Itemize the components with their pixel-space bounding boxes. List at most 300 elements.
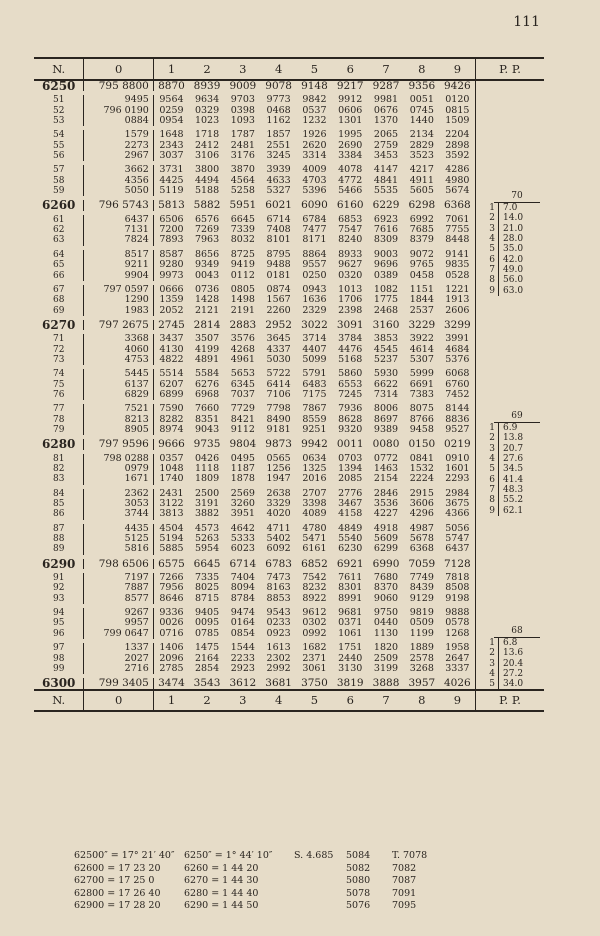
cell-3: 4564 (230, 175, 255, 186)
cell-3: 7404 (230, 573, 255, 584)
conversion-b: 6280 = 1 44 40 (184, 887, 259, 899)
cell-7: 9696 (373, 260, 399, 271)
cell-5: 6483 (302, 379, 327, 390)
pp-row (476, 638, 544, 648)
cell-2: 4494 (194, 175, 220, 186)
pp-row (476, 648, 544, 658)
cell-7: 7680 (373, 573, 399, 584)
cell-6: 9912 (338, 95, 363, 106)
cell-3: 2191 (230, 305, 255, 316)
cell-5: 5099 (302, 354, 327, 365)
cell-1: 2431 (153, 489, 189, 499)
header-col-2: 2 (189, 58, 225, 80)
cell-4: 7106 (266, 389, 291, 400)
cell-9: 9426 (444, 80, 471, 92)
cell-3: 2923 (230, 663, 255, 674)
cell-0: 5125 (84, 534, 153, 544)
table-row (34, 355, 544, 365)
pp-row (476, 433, 544, 443)
cell-6: 4476 (338, 344, 363, 355)
table-row (34, 608, 544, 618)
row-n: 6260 (42, 200, 76, 211)
cell-9: 8508 (445, 583, 470, 594)
cell-3: 3260 (230, 499, 255, 510)
cell-7: 0772 (373, 453, 399, 464)
cell-3: 2233 (230, 653, 255, 664)
cell-4: 2638 (266, 488, 291, 499)
table-row (34, 474, 544, 484)
cell-2: 8025 (194, 583, 220, 594)
cell-7: 2509 (373, 653, 399, 664)
cell-3: 4642 (230, 523, 255, 534)
cell-8: 1889 (409, 643, 434, 654)
pp-digit: 5 (489, 244, 496, 255)
cell-8: 0150 (408, 439, 436, 450)
cell-6: 7547 (338, 225, 363, 236)
row-n: 84 (52, 488, 65, 499)
row-n: 75 (52, 379, 65, 390)
cell-1: 6207 (153, 380, 189, 390)
cell-0: 4753 (84, 355, 153, 365)
cell-5: 1325 (302, 464, 327, 474)
cell-3: 3612 (229, 678, 257, 690)
cell-2: 0785 (194, 628, 220, 639)
header-n: N. (34, 690, 84, 711)
cell-2: 3507 (194, 334, 220, 345)
cell-0: 7521 (84, 404, 153, 414)
row-n: 52 (52, 105, 65, 116)
cell-3: 9804 (229, 439, 257, 450)
cell-8: 6298 (408, 200, 436, 211)
cell-6: 6230 (338, 544, 363, 555)
cell-6: 9320 (338, 424, 363, 435)
cell-7: 1775 (373, 295, 399, 306)
cell-5: 8232 (302, 583, 327, 594)
cell-9: 6760 (445, 379, 470, 390)
table-row (34, 80, 544, 91)
pp-digit: 8 (489, 495, 496, 506)
cell-9: 9141 (445, 249, 470, 260)
conversion-c (294, 888, 346, 901)
cell-4: 2260 (266, 305, 291, 316)
cell-2: 3882 (194, 509, 220, 520)
cell-6: 1301 (338, 116, 363, 127)
cell-6: 8301 (338, 583, 363, 594)
cell-2: 3800 (194, 165, 220, 176)
cell-4: 6783 (265, 558, 292, 570)
cell-7: 2065 (373, 130, 399, 141)
cell-0: 1671 (84, 474, 153, 484)
cell-4: 0923 (266, 628, 291, 639)
cell-8: 2134 (409, 130, 434, 141)
cell-6: 1061 (338, 628, 363, 639)
cell-7: 9389 (373, 424, 399, 435)
cell-9: 9888 (445, 608, 470, 619)
header-col-5: 5 (297, 690, 333, 711)
cell-2: 1809 (194, 474, 220, 485)
cell-8: 7685 (409, 225, 434, 236)
pp-digit: 9 (489, 505, 496, 516)
pp-digit: 9 (489, 285, 496, 296)
cell-8: 0841 (409, 453, 434, 464)
cell-1: 8870 (153, 80, 189, 91)
cell-5: 9842 (302, 95, 327, 106)
cell-4: 8490 (266, 414, 291, 425)
cell-8: 8439 (409, 583, 434, 594)
cell-5: 6784 (302, 214, 327, 225)
cell-5: 1636 (302, 295, 327, 306)
cell-1: 3813 (153, 509, 189, 519)
cell-5: 4009 (302, 165, 327, 176)
cell-9: 3592 (445, 151, 470, 162)
cell-4: 1256 (266, 464, 291, 474)
cell-3: 9474 (230, 608, 255, 619)
table-row (34, 643, 544, 653)
cell-4: 1947 (266, 474, 291, 485)
cell-3: 8421 (230, 414, 255, 425)
cell-5: 0943 (302, 284, 327, 295)
cell-3: 0164 (230, 618, 255, 629)
cell-5: 1232 (302, 116, 327, 127)
cell-1: 9336 (153, 608, 189, 618)
cell-8: 0745 (409, 105, 434, 116)
cell-9: 5376 (445, 354, 470, 365)
cell-8: 4987 (409, 523, 434, 534)
table-row (34, 176, 544, 186)
cell-1: 9666 (153, 439, 189, 449)
cell-0: 0884 (84, 116, 153, 126)
cell-7: 5609 (373, 534, 399, 545)
cell-1: 2785 (153, 664, 189, 674)
cell-8: 0051 (409, 95, 434, 106)
cell-2: 9043 (194, 424, 220, 435)
cell-8: 7383 (409, 389, 434, 400)
cell-6: 0011 (336, 439, 364, 450)
table-row (34, 200, 544, 210)
table-row (34, 334, 544, 344)
cell-4: 0181 (266, 270, 291, 281)
cell-4: 9543 (266, 608, 291, 619)
cell-9: 0528 (445, 270, 470, 281)
cell-3: 7729 (230, 404, 255, 415)
cell-4: 9773 (266, 95, 291, 106)
cell-5: 9612 (302, 608, 327, 619)
conversion-line (74, 900, 554, 913)
cell-9: 2984 (445, 488, 470, 499)
cell-9: 8144 (445, 404, 470, 415)
pp-digit: 1 (489, 423, 496, 433)
cell-8: 1844 (409, 295, 434, 306)
cell-3: 1498 (230, 295, 255, 306)
cell-4: 2302 (266, 653, 291, 664)
table-row (34, 271, 544, 281)
cell-2: 2164 (194, 653, 220, 664)
cell-3: 9703 (230, 95, 255, 106)
cell-7: 1082 (373, 284, 399, 295)
pp-head: 68 (494, 626, 540, 638)
cell-0: 7887 (84, 583, 153, 593)
cell-8: 2224 (409, 474, 434, 485)
header-col-3: 3 (225, 58, 261, 80)
cell-1: 5813 (153, 200, 189, 210)
cell-8: 1440 (409, 116, 434, 127)
row-n: 59 (52, 186, 65, 197)
cell-7: 3536 (373, 499, 399, 510)
cell-9: 1509 (445, 116, 470, 127)
cell-0: 8517 (84, 250, 153, 260)
cell-6: 8933 (338, 249, 363, 260)
row-n: 88 (52, 534, 65, 545)
cell-6: 7245 (338, 389, 363, 400)
row-n: 76 (52, 389, 65, 400)
pp-row (476, 234, 544, 244)
cell-1: 1359 (153, 295, 189, 305)
cell-0: 9957 (84, 618, 153, 628)
cell-5: 2371 (302, 653, 327, 664)
cell-5: 3398 (302, 499, 327, 510)
conversion-a: 62500″ = 17° 21′ 40″ (74, 850, 175, 861)
pp-value: 21.0 (498, 224, 523, 234)
cell-6: 5168 (338, 354, 363, 365)
row-n: 6270 (42, 319, 76, 331)
cell-4: 7473 (266, 573, 291, 584)
cell-8: 8379 (409, 235, 434, 246)
cell-8: 3606 (409, 499, 434, 510)
cell-2: 1718 (194, 130, 220, 141)
cell-6: 0371 (338, 618, 363, 629)
cell-9: 7755 (445, 225, 470, 236)
cell-2: 9405 (194, 608, 220, 619)
cell-2: 6968 (194, 389, 220, 400)
pp-head: 69 (494, 411, 540, 423)
cell-0: 9495 (84, 95, 153, 105)
cell-0: 3662 (84, 165, 153, 175)
pp-digit: 4 (489, 234, 496, 245)
cell-0: 2716 (84, 664, 153, 674)
cell-9: 4026 (444, 678, 471, 690)
cell-9: 0578 (445, 618, 470, 629)
cell-1: 7266 (153, 573, 189, 583)
cell-2: 4891 (194, 354, 220, 365)
cell-5: 4780 (302, 523, 327, 534)
cell-5: 7175 (302, 389, 327, 400)
row-n: 53 (52, 116, 65, 127)
cell-3: 9419 (230, 260, 255, 271)
header-col-4: 4 (261, 690, 297, 711)
cell-3: 8725 (230, 249, 255, 260)
cell-1: 0954 (153, 116, 189, 126)
header-col-1: 1 (153, 690, 189, 711)
cell-0: 3744 (84, 509, 153, 519)
cell-7: 2154 (373, 474, 399, 485)
cell-3: 1187 (230, 464, 255, 474)
table-row (34, 95, 544, 105)
cell-4: 8163 (266, 583, 291, 594)
cell-5: 7477 (302, 225, 327, 236)
row-n: 51 (52, 95, 65, 106)
cell-7: 6622 (373, 379, 399, 390)
cell-3: 1093 (230, 116, 255, 127)
cell-4: 5030 (266, 354, 291, 365)
cell-3: 3576 (230, 334, 255, 345)
conversion-c: S. 4.685 (294, 850, 334, 861)
cell-6: 3467 (338, 499, 363, 510)
pp-value: 27.6 (498, 454, 523, 464)
cell-6: 5540 (338, 534, 363, 545)
cell-2: 4199 (194, 344, 220, 355)
cell-0: 798 6506 (84, 559, 153, 569)
cell-7: 3853 (373, 334, 399, 345)
cell-7: 9287 (372, 80, 400, 92)
row-n: 95 (52, 618, 65, 629)
row-n: 96 (52, 628, 65, 639)
cell-7: 7314 (373, 389, 399, 400)
cell-6: 1751 (338, 643, 363, 654)
conversion-a: 62900 = 17 28 20 (74, 900, 161, 911)
cell-0: 5816 (84, 544, 153, 554)
cell-2: 5188 (194, 186, 220, 197)
cell-9: 5747 (445, 534, 470, 545)
cell-1: 0716 (153, 629, 189, 639)
conversion-d: 5076 (346, 900, 371, 911)
cell-8: 2537 (409, 305, 434, 316)
cell-6: 9681 (338, 608, 363, 619)
cell-3: 5258 (230, 186, 255, 197)
cell-0: 3053 (84, 499, 153, 509)
cell-7: 4545 (373, 344, 399, 355)
cell-6: 3819 (336, 678, 364, 690)
pp-value: 13.8 (498, 433, 523, 443)
cell-9: 4286 (445, 165, 470, 176)
page-number: 111 (513, 14, 540, 30)
pp-row (476, 224, 544, 234)
cell-8: 3523 (409, 151, 434, 162)
cell-0: 8577 (84, 594, 153, 604)
table-row (34, 141, 544, 151)
cell-0: 8905 (84, 425, 153, 435)
cell-9: 3675 (445, 499, 470, 510)
pp-row (476, 506, 544, 516)
conversion-e: 7082 (392, 862, 417, 874)
table-row (34, 454, 544, 464)
cell-8: 3229 (408, 319, 436, 331)
cell-2: 1475 (194, 643, 220, 654)
row-n: 63 (52, 235, 65, 246)
cell-6: 2398 (338, 305, 363, 316)
cell-3: 6645 (230, 214, 255, 225)
cell-0: 799 0647 (84, 629, 153, 639)
cell-7: 8697 (373, 414, 399, 425)
cell-0: 2273 (84, 141, 153, 151)
cell-7: 6229 (372, 200, 400, 211)
cell-0: 7131 (84, 225, 153, 235)
pp-table (476, 626, 544, 690)
conversion-c (294, 863, 346, 876)
cell-7: 7616 (373, 225, 399, 236)
pp-digit: 5 (489, 464, 496, 475)
cell-1: 1406 (153, 643, 189, 653)
cell-3: 3176 (230, 151, 255, 162)
cell-9: 3337 (445, 663, 470, 674)
cell-2: 3191 (194, 499, 220, 510)
cell-7: 6923 (373, 214, 399, 225)
cell-6: 4078 (338, 165, 363, 176)
table-row (34, 524, 544, 534)
cell-1: 7956 (153, 583, 189, 593)
cell-2: 1023 (194, 116, 220, 127)
pp-row (476, 265, 544, 275)
cell-2: 0736 (194, 284, 220, 295)
cell-4: 7798 (266, 404, 291, 415)
table-row (34, 380, 544, 390)
header-n: N. (34, 58, 84, 80)
cell-6: 8240 (338, 235, 363, 246)
cell-3: 2883 (229, 319, 257, 331)
cell-5: 4089 (302, 509, 327, 520)
cell-6: 6921 (336, 558, 364, 570)
cell-2: 8939 (193, 80, 221, 92)
header-col-0: 0 (84, 690, 153, 711)
header-col-8: 8 (404, 58, 440, 80)
cell-2: 8351 (194, 414, 220, 425)
cell-6: 5860 (338, 369, 363, 380)
cell-9: 9527 (445, 424, 470, 435)
table-row (34, 583, 544, 593)
cell-6: 2085 (338, 474, 363, 485)
pp-value: 28.0 (498, 234, 523, 244)
cell-7: 3199 (373, 663, 399, 674)
cell-0: 5050 (84, 186, 153, 196)
header-col-7: 7 (368, 690, 404, 711)
cell-3: 7037 (230, 389, 255, 400)
cell-0: 5445 (84, 369, 153, 379)
cell-8: 4217 (409, 165, 434, 176)
conversion-line (74, 888, 554, 901)
header-col-2: 2 (189, 690, 225, 711)
pp-row (476, 454, 544, 464)
cell-0: 1337 (84, 643, 153, 653)
pp-value: 34.0 (498, 679, 523, 689)
cell-4: 2992 (266, 663, 291, 674)
table-row (34, 165, 544, 175)
cell-4: 4711 (266, 523, 291, 534)
cell-6: 5466 (338, 186, 363, 197)
row-n: 6300 (42, 678, 76, 690)
cell-1: 7200 (153, 225, 189, 235)
cell-2: 2412 (194, 140, 220, 151)
cell-6: 2690 (338, 140, 363, 151)
header-pp: P. P. (476, 58, 544, 80)
cell-2: 4573 (194, 523, 220, 534)
cell-0: 6437 (84, 215, 153, 225)
cell-5: 0537 (302, 105, 327, 116)
cell-4: 5402 (266, 534, 291, 545)
cell-8: 5678 (409, 534, 434, 545)
cell-4: 3245 (266, 151, 291, 162)
row-n: 81 (52, 453, 65, 464)
row-n: 6250 (42, 80, 76, 92)
pp-value: 42.0 (498, 255, 523, 265)
cell-1: 1740 (153, 474, 189, 484)
pp-row (476, 213, 544, 223)
cell-7: 8006 (373, 404, 399, 415)
cell-7: 8309 (373, 235, 399, 246)
cell-6: 1394 (338, 464, 363, 474)
table-header (34, 58, 544, 80)
header-col-9: 9 (440, 690, 476, 711)
cell-0: 797 9596 (84, 439, 153, 449)
cell-9: 7061 (445, 214, 470, 225)
